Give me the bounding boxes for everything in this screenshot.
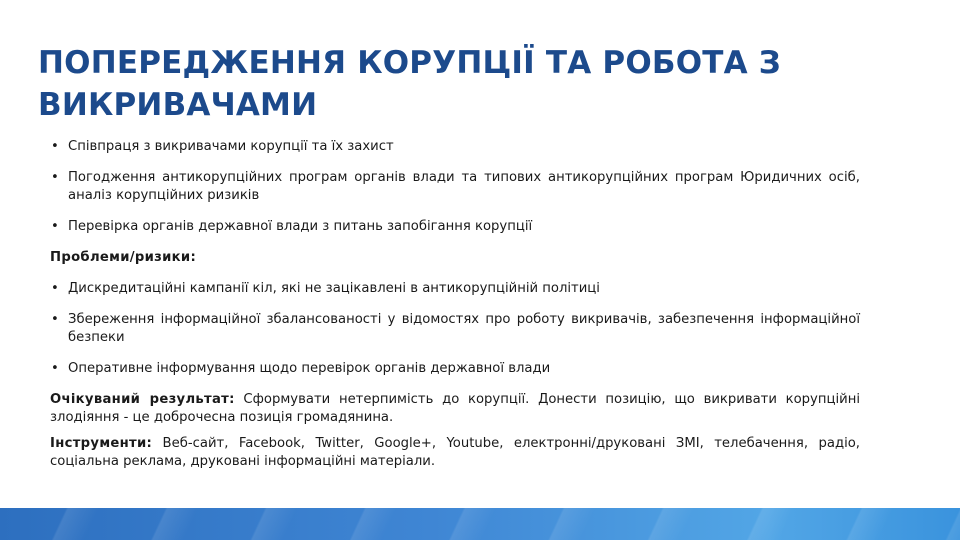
list-item bbox=[50, 218, 860, 236]
expected-result-label: Очікуваний результат: bbox=[50, 392, 235, 407]
tools bbox=[50, 435, 860, 471]
list-item bbox=[50, 311, 860, 347]
list-item bbox=[50, 169, 860, 205]
bullet-icon: • bbox=[51, 312, 59, 327]
slide-content bbox=[50, 138, 860, 479]
task-text: Співпраця з викривачами корупції та їх захист bbox=[68, 139, 394, 154]
expected-result-text: Сформувати нетерпимість до корупції. Донести позицію, що викривати корупційні злодіяння - це доброчесна позиція громадянина. bbox=[50, 392, 860, 425]
bottom-bar-shine bbox=[0, 508, 960, 540]
bullet-icon: • bbox=[51, 219, 59, 234]
problem-text: Дискредитаційні кампанії кіл, які не зацікавлені в антикорупційній політиці bbox=[68, 281, 600, 296]
list-item bbox=[50, 360, 860, 378]
tools-text: Веб-сайт, Facebook, Twitter, Google+, Youtube, електронні/друковані ЗМІ, телебачення, радіо, соціальна реклама, друковані інформаційні матеріали. bbox=[50, 436, 860, 469]
problem-text: Збереження інформаційної збалансованості у відомостях про роботу викривачів, забезпечення інформаційної безпеки bbox=[68, 312, 860, 345]
bullet-icon: • bbox=[51, 361, 59, 376]
list-item bbox=[50, 138, 860, 156]
problem-text: Оперативне інформування щодо перевірок органів державної влади bbox=[68, 361, 551, 376]
bullet-icon: • bbox=[51, 170, 59, 185]
bullet-icon: • bbox=[51, 139, 59, 154]
bullet-icon: • bbox=[51, 281, 59, 296]
task-text: Погодження антикорупційних програм органів влади та типових антикорупційних програм Юридичних осіб, аналіз корупційних ризиків bbox=[68, 170, 860, 203]
problems-heading: Проблеми/ризики: bbox=[50, 250, 197, 265]
bottom-decor-bar bbox=[0, 508, 960, 540]
expected-result bbox=[50, 391, 860, 427]
slide-title: ПОПЕРЕДЖЕННЯ КОРУПЦІЇ ТА РОБОТА З ВИКРИВАЧАМИ bbox=[38, 45, 782, 123]
list-item bbox=[50, 280, 860, 298]
tools-label: Інструменти: bbox=[50, 436, 153, 451]
task-text: Перевірка органів державної влади з питань запобігання корупції bbox=[68, 219, 533, 234]
